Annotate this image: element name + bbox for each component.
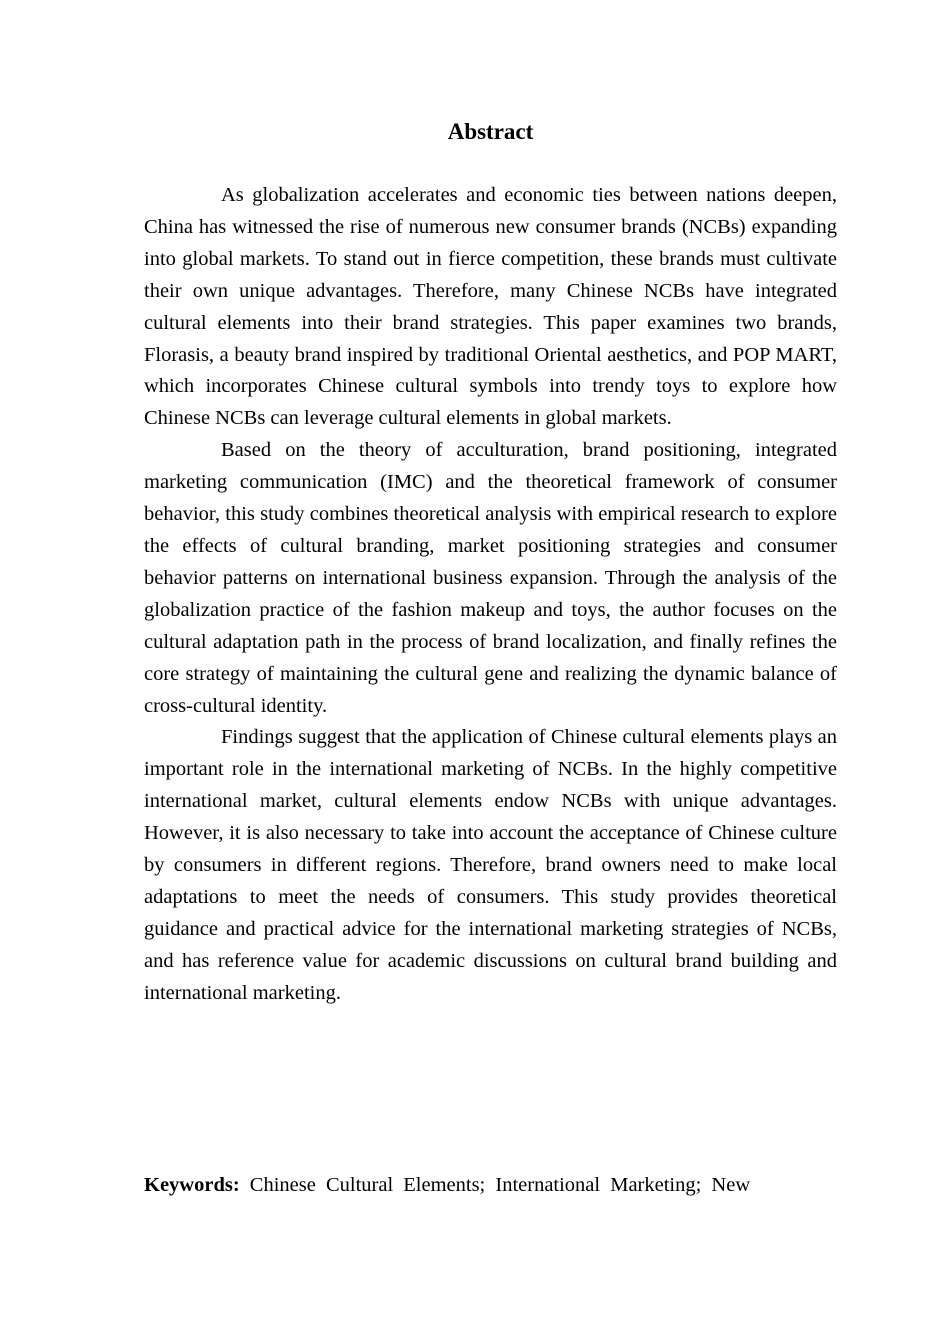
abstract-title: Abstract: [447, 119, 534, 144]
abstract-paragraph-3: Findings suggest that the application of Chinese cultural elements plays an important role in the international marketing of NCBs. In the highly competitive international market, cultural elements endow NCBs with unique advantages. However, it is also necessary to take into account the acceptance of Chinese culture by consumers in different regions. Therefore, brand owners need to make local adaptations to meet the needs of consumers. This study provides theoretical guidance and practical advice for the international marketing strategies of NCBs, and has reference value for academic discussions on cultural brand building and international marketing.: [144, 726, 837, 1004]
abstract-paragraph-2: Based on the theory of acculturation, brand positioning, integrated marketing communication (IMC) and the theoretical framework of consumer behavior, this study combines theoretical analysis with empirical research to explore the effects of cultural branding, market positioning strategies and consumer behavior patterns on international business expansion. Through the analysis of the globalization practice of the fashion makeup and toys, the author focuses on the cultural adaptation path in the process of brand localization, and finally refines the core strategy of maintaining the cultural gene and realizing the dynamic balance of cross-cultural identity.: [144, 439, 837, 717]
keywords-line: [144, 1169, 837, 1201]
abstract-paragraph-1: As globalization accelerates and economic ties between nations deepen, China has witnessed the rise of numerous new consumer brands (NCBs) expanding into global markets. To stand out in fierce competition, these brands must cultivate their own unique advantages. Therefore, many Chinese NCBs have integrated cultural elements into their brand strategies. This paper examines two brands, Florasis, a beauty brand inspired by traditional Oriental aesthetics, and POP MART, which incorporates Chinese cultural symbols into trendy toys to explore how Chinese NCBs can leverage cultural elements in global markets.: [144, 184, 837, 430]
keywords-text: Chinese Cultural Elements; International Marketing; New: [249, 1174, 751, 1196]
abstract-body: [144, 180, 837, 1010]
keywords-label: Keywords:: [144, 1174, 240, 1196]
